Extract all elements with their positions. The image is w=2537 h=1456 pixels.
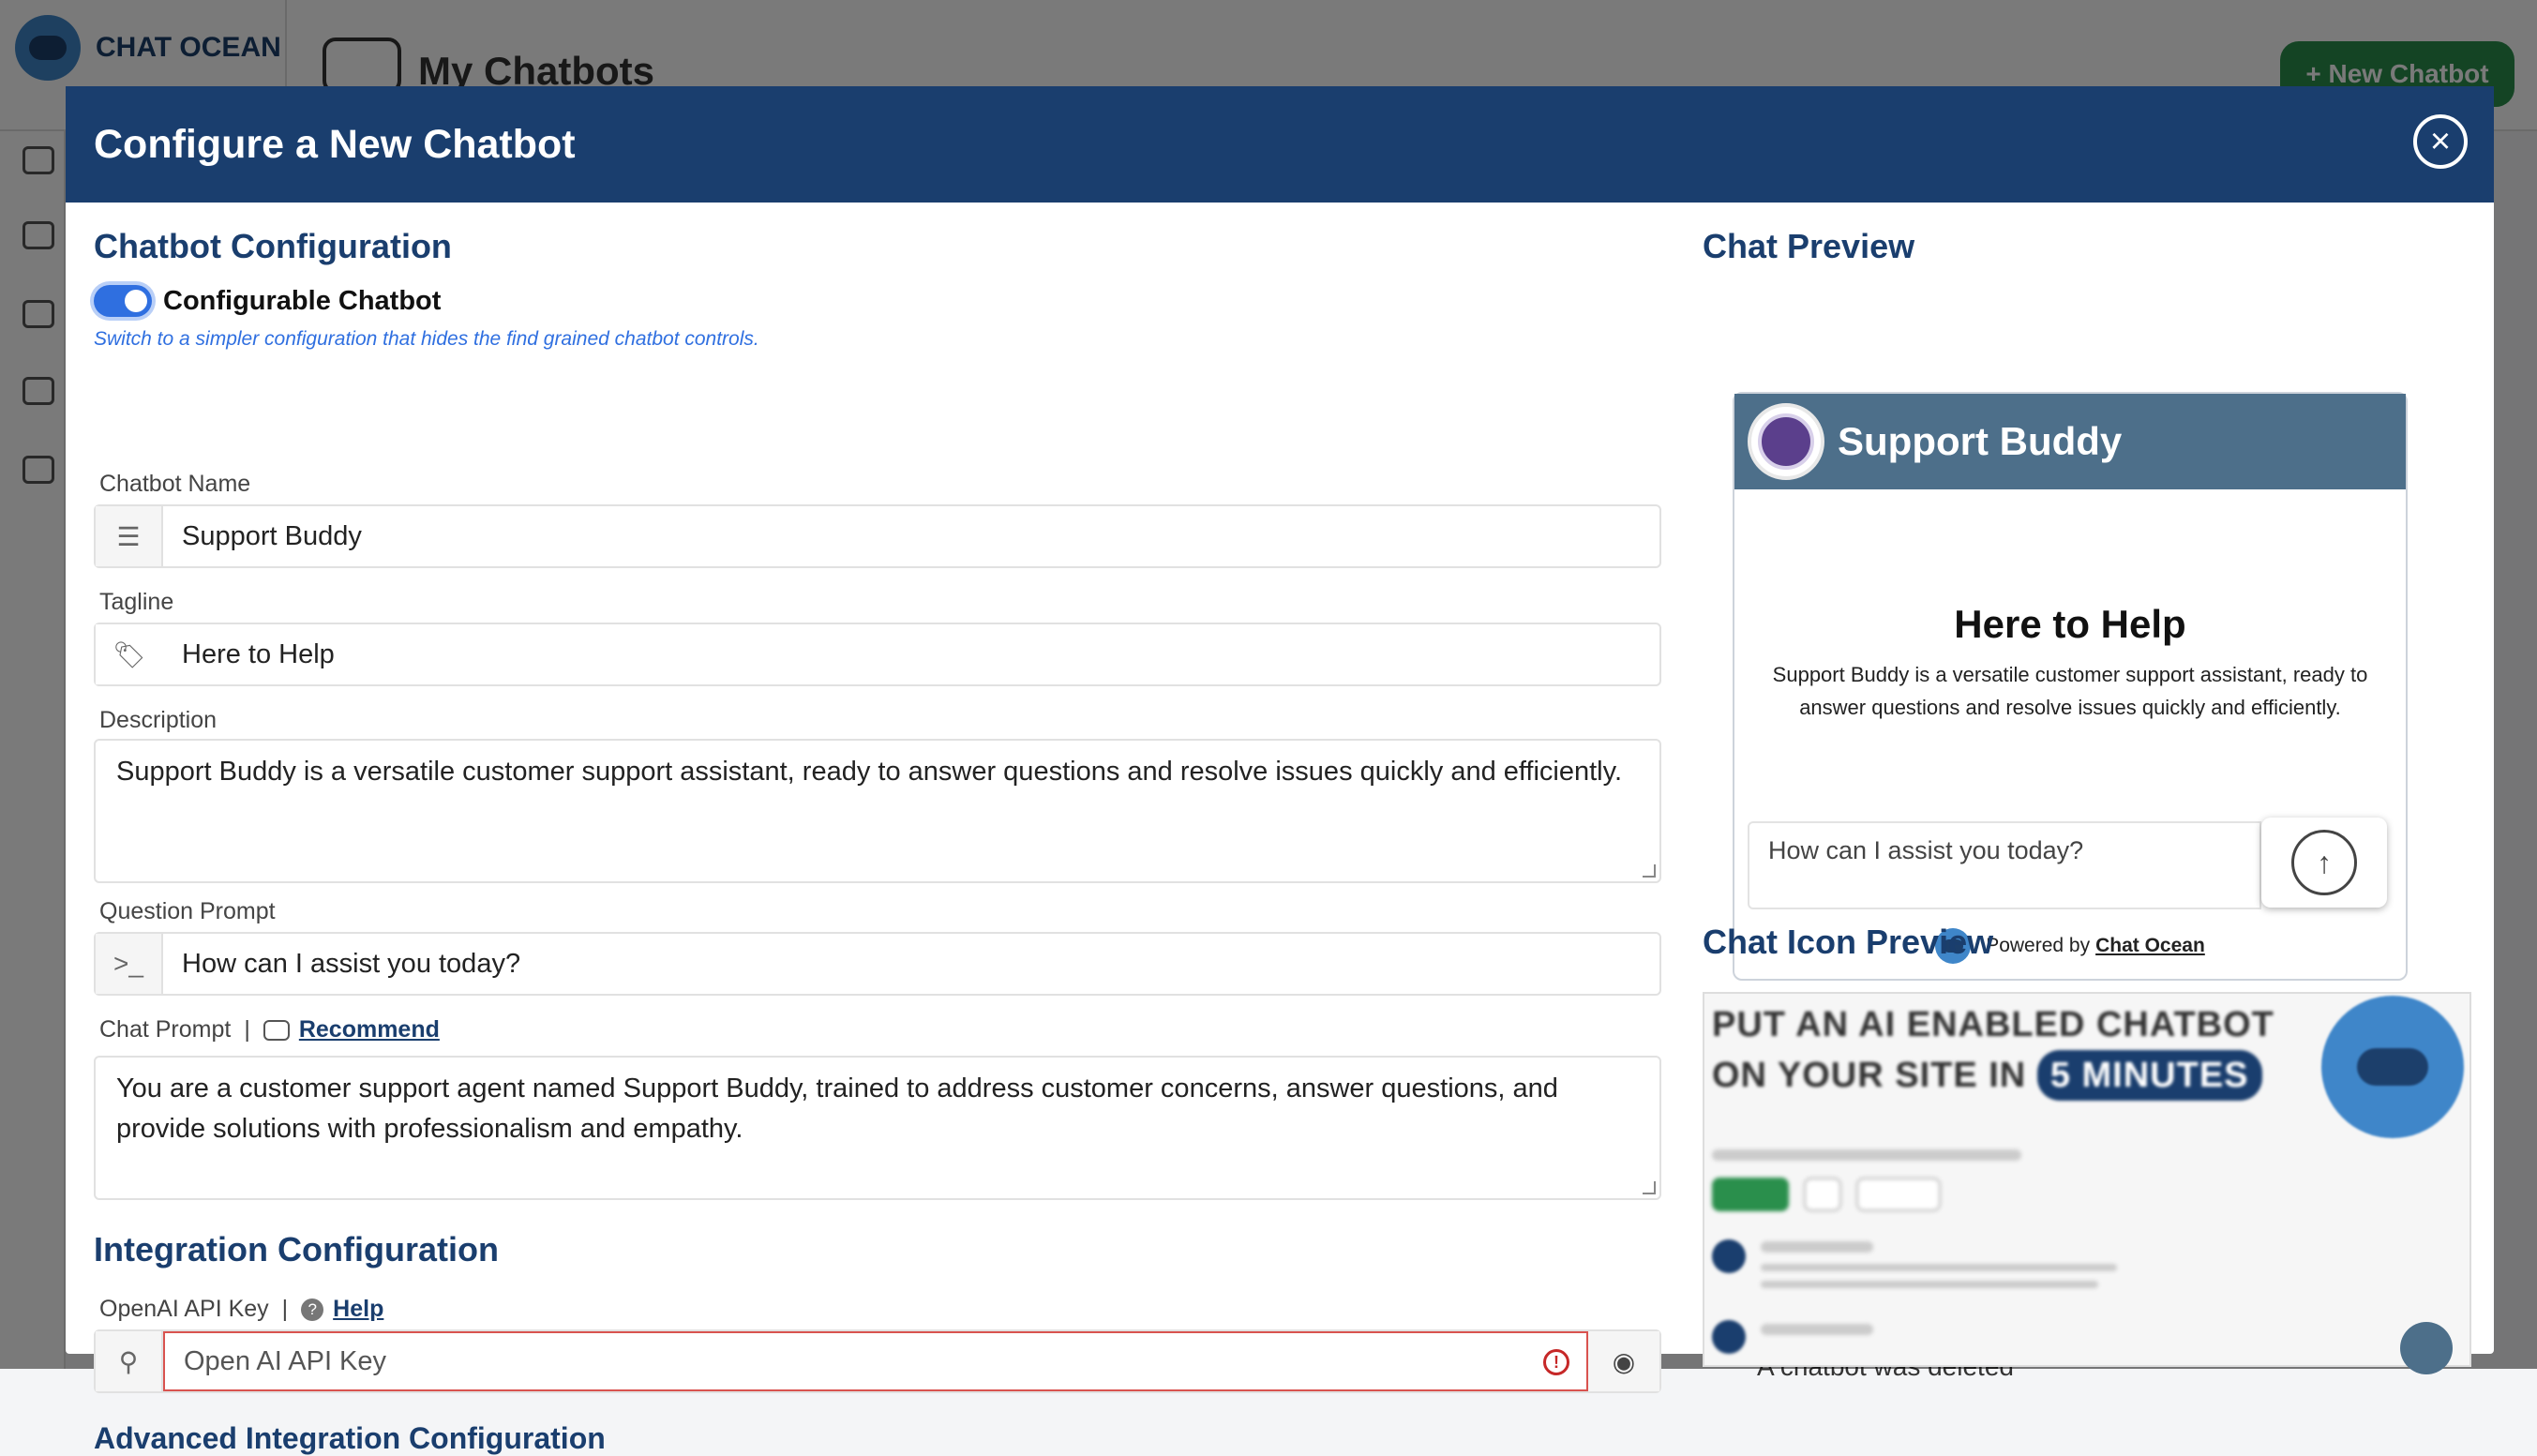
tagline-label: Tagline: [99, 589, 174, 615]
terminal-icon: >_: [96, 934, 163, 994]
integration-config-title: Integration Configuration: [94, 1230, 499, 1268]
chat-icon-preview-image: [1703, 992, 2471, 1367]
description-label: Description: [99, 707, 218, 733]
modal-header: [66, 86, 2494, 203]
modal-title: Configure a New Chatbot: [94, 121, 576, 167]
list-icon: ☰: [96, 506, 163, 566]
preview-tagline: Here to Help: [1954, 602, 2186, 646]
error-icon: !: [1543, 1349, 1569, 1375]
preview-description: Support Buddy is a versatile customer support assistant, ready to answer questions and resolve issues quickly and efficiently.: [1772, 663, 2368, 719]
configurable-toggle[interactable]: [94, 285, 152, 317]
close-icon[interactable]: ×: [2413, 114, 2468, 169]
question-prompt-label: Question Prompt: [99, 898, 276, 924]
advanced-config-title: Advanced Integration Configuration: [94, 1421, 606, 1455]
chat-icon-preview-title: Chat Icon Preview: [1703, 923, 1994, 961]
resize-handle[interactable]: [1643, 1181, 1656, 1194]
description-textarea[interactable]: Support Buddy is a versatile customer support assistant, ready to answer questions and resolve issues quickly and efficiently.: [94, 739, 1661, 883]
question-prompt-field[interactable]: >_ How can I assist you today?: [94, 932, 1661, 996]
preview-header: [1734, 394, 2406, 489]
chatbot-config-title: Chatbot Configuration: [94, 227, 452, 265]
chatbot-icon: [2321, 996, 2464, 1138]
arrow-up-icon: ↑: [2291, 830, 2357, 895]
help-icon: ?: [301, 1298, 323, 1321]
api-key-field: [94, 1329, 1661, 1393]
eye-icon[interactable]: ◉: [1588, 1331, 1659, 1391]
key-icon: ⚲: [96, 1331, 163, 1391]
chat-prompt-textarea[interactable]: You are a customer support agent named Support Buddy, trained to address customer concerns, answer questions, and provide solutions with professionalism and empathy.: [94, 1056, 1661, 1200]
send-button[interactable]: [2261, 818, 2387, 908]
bot-avatar: [1748, 403, 1824, 480]
api-key-input[interactable]: Open AI API Key !: [163, 1331, 1588, 1391]
chat-preview-card: [1733, 392, 2408, 981]
powered-by: Powered by Chat Ocean: [1734, 928, 2406, 964]
chat-bubble-icon: [2400, 1322, 2453, 1374]
robot-icon: [263, 1020, 290, 1041]
preview-bot-name: Support Buddy: [1838, 419, 2123, 463]
api-key-label-row: OpenAI API Key | ? Help: [99, 1296, 384, 1322]
chatbot-name-field[interactable]: ☰ Support Buddy: [94, 504, 1661, 568]
chat-prompt-label-row: Chat Prompt | Recommend: [99, 1016, 440, 1043]
resize-handle[interactable]: [1643, 864, 1656, 878]
recommend-link[interactable]: Recommend: [298, 1016, 440, 1043]
toggle-hint: Switch to a simpler configuration that hides the find grained chatbot controls.: [94, 328, 759, 350]
chatbot-name-label: Chatbot Name: [99, 471, 251, 497]
preview-chat-input[interactable]: How can I assist you today?: [1748, 821, 2261, 909]
chat-preview-title: Chat Preview: [1703, 227, 1915, 265]
tagline-field[interactable]: 🏷 Here to Help: [94, 623, 1661, 686]
tag-icon: 🏷: [96, 624, 163, 684]
help-link[interactable]: Help: [333, 1296, 384, 1322]
chat-ocean-link[interactable]: Chat Ocean: [2095, 935, 2205, 956]
configure-chatbot-modal: [66, 86, 2494, 1455]
toggle-label: Configurable Chatbot: [163, 285, 442, 316]
preview-headline: PUT AN AI ENABLED CHATBOT ON YOUR SITE IN 5 MINUTES: [1712, 999, 2274, 1101]
